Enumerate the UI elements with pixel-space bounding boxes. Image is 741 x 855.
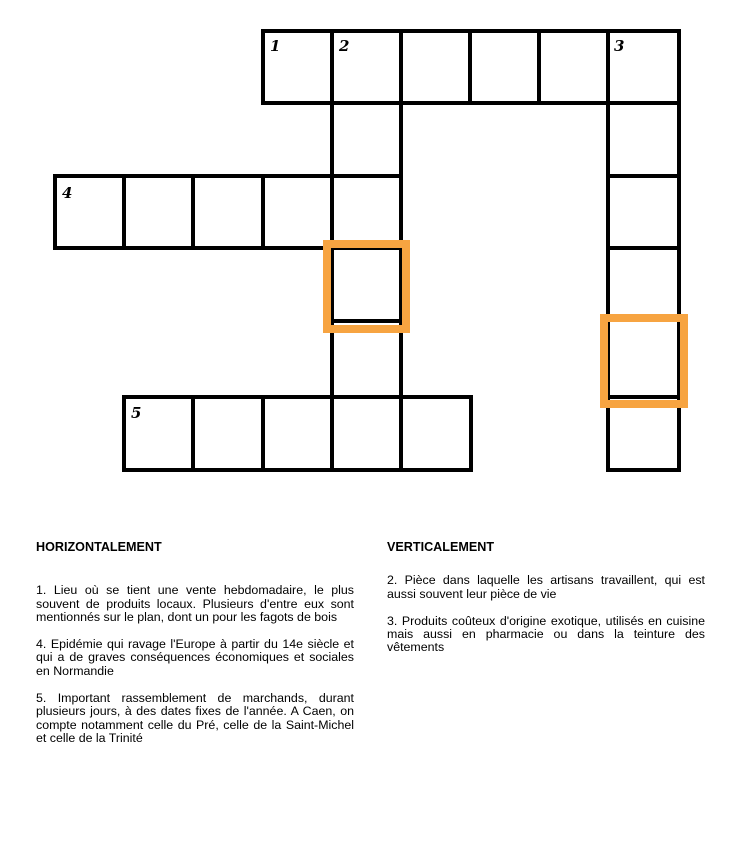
grid-cell[interactable]: [401, 397, 471, 470]
clue-number-2: 2: [339, 37, 350, 55]
grid-cell[interactable]: [470, 31, 539, 103]
grid-cell[interactable]: [608, 176, 679, 248]
grid-cell[interactable]: [608, 103, 679, 176]
grid-cell[interactable]: [401, 31, 470, 103]
grid-cell[interactable]: [332, 248, 401, 321]
clue-number-5: 5: [131, 404, 142, 422]
clue-h1: 1. Lieu où se tient une vente hebdomadaire, le plus souvent de produits locaux. Plusieurs d'entre eux sont mentionnés sur le plan, dont un pour les fagots de bois: [36, 583, 354, 624]
grid-cell[interactable]: [193, 176, 263, 248]
grid-cell[interactable]: [263, 176, 332, 248]
grid-cell[interactable]: [608, 248, 679, 320]
grid-cell[interactable]: [193, 397, 263, 470]
grid-cell[interactable]: [608, 320, 679, 397]
grid-cell[interactable]: [539, 31, 608, 103]
grid-cell[interactable]: [332, 103, 401, 176]
clue-h5: 5. Important rassemblement de marchands, durant plusieurs jours, à des dates fixes de l'année. A Caen, on compte notamment celle du Pré, celle de la Saint-Michel et celle de la Trinité: [36, 691, 354, 745]
grid-cell[interactable]: [263, 397, 332, 470]
clue-v3: 3. Produits coûteux d'origine exotique, utilisés en cuisine mais aussi en pharmacie ou dans la teinture des vêtements: [387, 613, 705, 655]
horizontal-heading: HORIZONTALEMENT: [36, 540, 162, 554]
grid-cell[interactable]: [332, 176, 401, 248]
clue-number-3: 3: [614, 37, 625, 55]
clue-number-4: 4: [62, 184, 73, 202]
horizontal-clues: [36, 541, 354, 759]
clue-v2: 2. Pièce dans laquelle les artisans travaillent, qui est aussi souvent leur pièce de vie: [387, 573, 705, 601]
clue-number-1: 1: [270, 37, 281, 55]
grid-cell[interactable]: [332, 397, 401, 470]
clue-h4: 4. Epidémie qui ravage l'Europe à partir du 14e siècle et qui a de graves conséquences économiques et sociales en Normandie: [36, 637, 354, 678]
grid-cell[interactable]: [124, 176, 193, 248]
vertical-clues: [387, 541, 705, 669]
vertical-heading: VERTICALEMENT: [387, 540, 495, 554]
